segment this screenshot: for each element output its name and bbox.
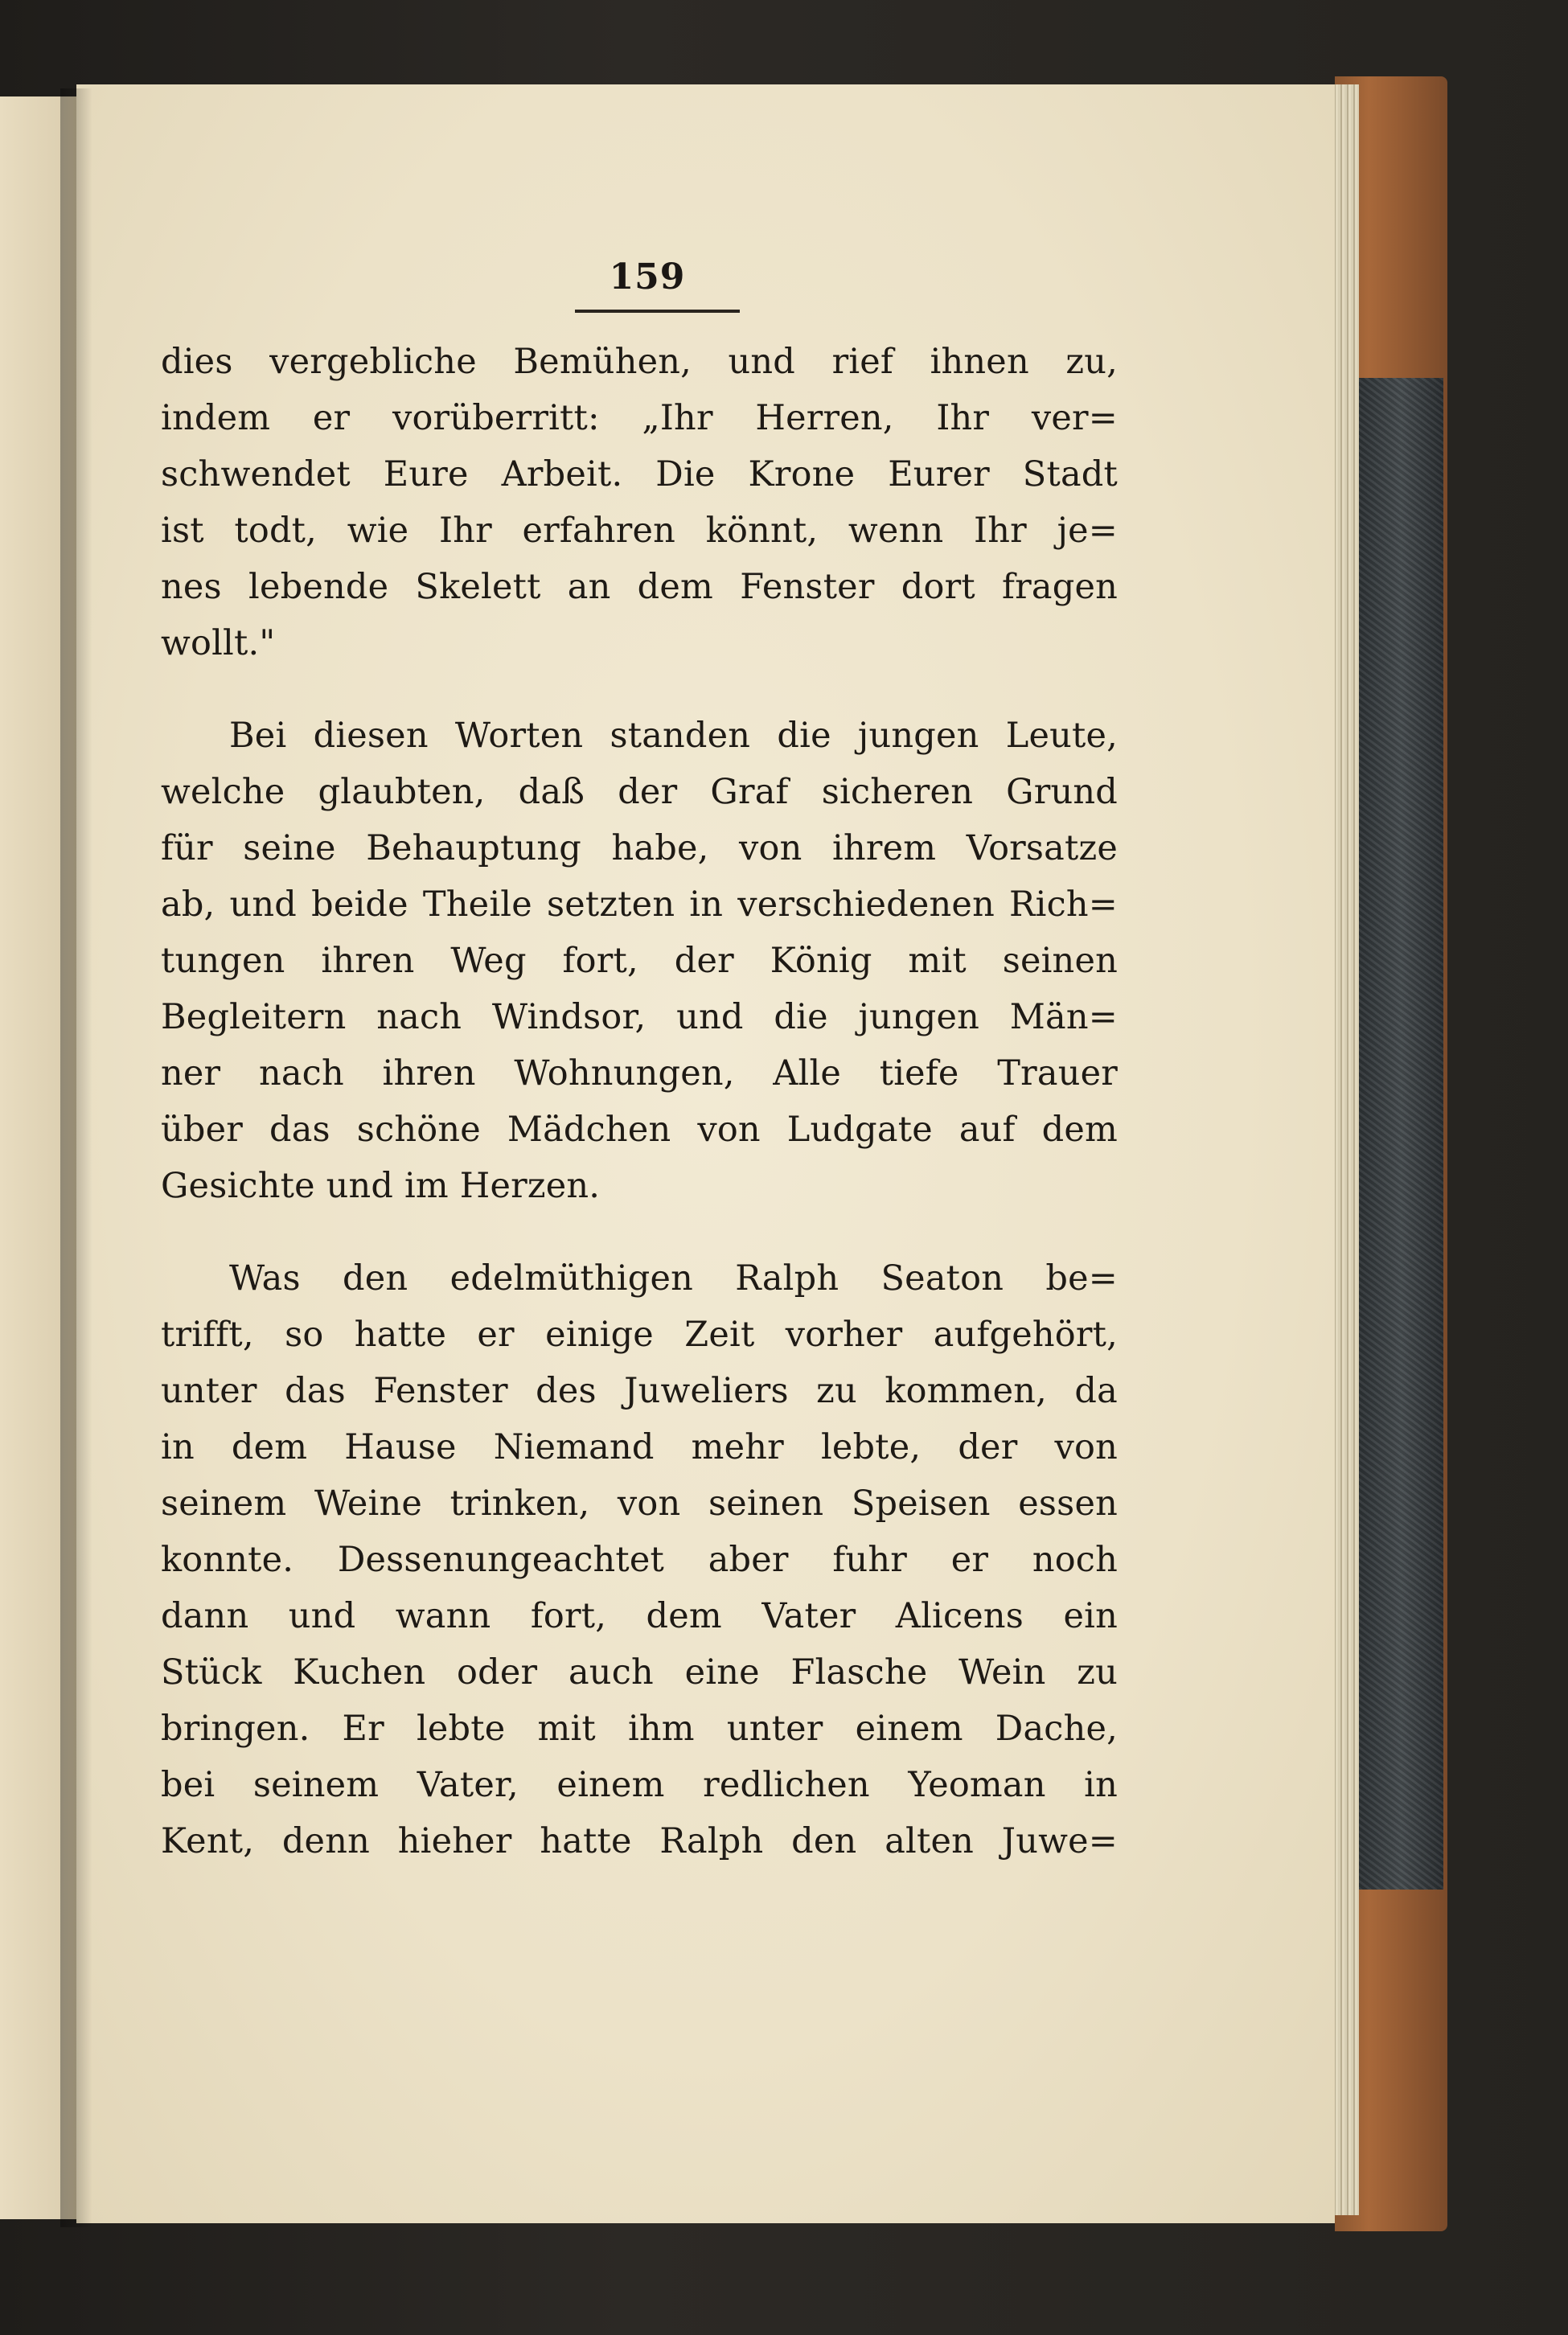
text-line: nes lebende Skelett an dem Fenster dort fragen [161,567,1118,607]
text-line: tungen ihren Weg fort, der König mit seinen [161,941,1118,981]
paragraph-3 [161,1250,1118,1869]
paragraph-1 [161,334,1118,671]
text-line: Begleitern nach Windsor, und die jungen Män= [161,997,1118,1037]
text-line: konnte. Dessenungeachtet aber fuhr er noch [161,1540,1118,1580]
text-line: ner nach ihren Wohnungen, Alle tiefe Trauer [161,1053,1118,1094]
paragraph-gap [161,1214,1118,1250]
book-page [76,84,1335,2223]
text-line: über das schöne Mädchen von Ludgate auf dem [161,1110,1118,1150]
gutter-shadow [60,88,92,2227]
paragraph-gap [161,671,1118,708]
text-line: unter das Fenster des Juweliers zu kommen, da [161,1371,1118,1411]
text-line: trifft, so hatte er einige Zeit vorher aufgehört, [161,1315,1118,1355]
text-line: bringen. Er lebte mit ihm unter einem Dache, [161,1709,1118,1749]
text-line: schwendet Eure Arbeit. Die Krone Eurer Stadt [161,454,1118,494]
text-line: dies vergebliche Bemühen, und rief ihnen zu, [161,342,1118,382]
text-line: Was den edelmüthigen Ralph Seaton be= [229,1258,1118,1299]
text-line: wollt." [161,623,276,663]
book-cover-cloth [1359,378,1443,1890]
text-line: ab, und beide Theile setzten in verschiedenen Rich= [161,884,1118,925]
text-line: bei seinem Vater, einem redlichen Yeoman in [161,1765,1118,1805]
text-line: Kent, denn hieher hatte Ralph den alten Juwe= [161,1821,1118,1861]
text-line: für seine Behauptung habe, von ihrem Vorsatze [161,828,1118,868]
text-line: welche glaubten, daß der Graf sicheren Grund [161,772,1118,812]
body-text [161,334,1118,1869]
text-line: seinem Weine trinken, von seinen Speisen essen [161,1483,1118,1524]
page-number: 159 [609,256,686,298]
text-line: Bei diesen Worten standen die jungen Leute, [229,716,1118,756]
text-line: dann und wann fort, dem Vater Alicens ein [161,1596,1118,1636]
paragraph-2 [161,708,1118,1214]
text-line: Gesichte und im Herzen. [161,1166,601,1206]
text-line: Stück Kuchen oder auch eine Flasche Wein zu [161,1652,1118,1693]
text-line: ist todt, wie Ihr erfahren könnt, wenn Ihr je= [161,511,1118,551]
text-line: in dem Hause Niemand mehr lebte, der von [161,1427,1118,1467]
text-line: indem er vorüberritt: „Ihr Herren, Ihr ver= [161,398,1118,438]
page-number-rule [575,310,740,313]
